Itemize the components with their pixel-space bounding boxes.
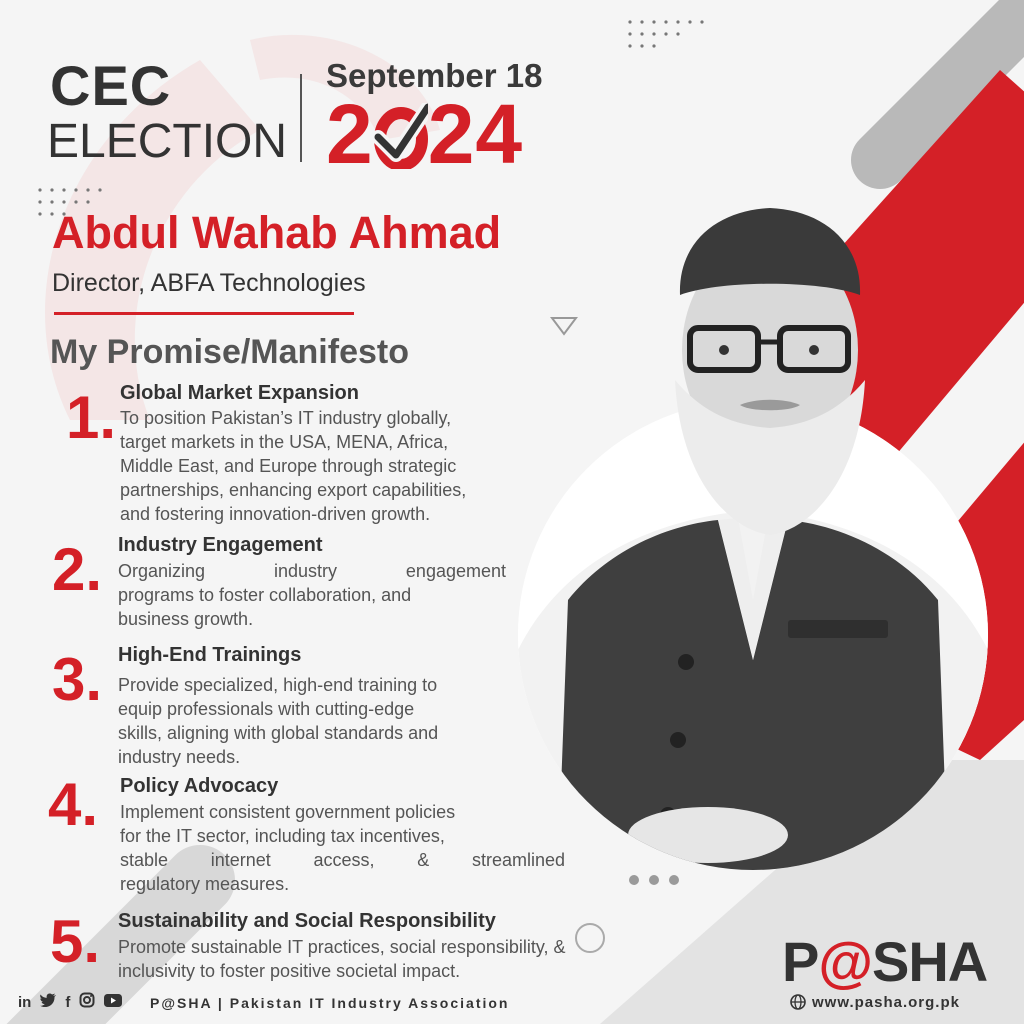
body-line: Provide specialized, high-end training to: [118, 675, 438, 695]
manifesto-item-title: Policy Advocacy: [120, 775, 279, 797]
candidate-head-illustration: [640, 200, 900, 540]
body-line: inclusivity to foster positive societal impact.: [118, 961, 461, 981]
website-link[interactable]: www.pasha.org.pk: [812, 994, 960, 1011]
dot-pattern-top-right: [628, 20, 703, 47]
body-line: for the IT sector, including tax incentives,: [120, 826, 445, 846]
manifesto-item-body: [120, 406, 565, 526]
carousel-dot: [629, 875, 639, 885]
election-year: [326, 87, 524, 181]
footer-organization: P@SHA | Pakistan IT Industry Association: [150, 995, 510, 1011]
manifesto-number-2: 2.: [52, 536, 103, 603]
body-line: Implement consistent government policies: [120, 802, 456, 822]
candidate-role: Director, ABFA Technologies: [52, 269, 366, 297]
body-line: To position Pakistan’s IT industry globally,: [120, 408, 452, 428]
triangle-outline-icon: [552, 318, 576, 334]
body-line: business growth.: [118, 609, 254, 629]
manifesto-number-4: 4.: [48, 771, 99, 838]
manifesto-number-3: 3.: [52, 646, 103, 713]
manifesto-number-5: 5.: [50, 908, 101, 975]
pasha-logo: [782, 932, 987, 992]
facebook-icon[interactable]: f: [65, 993, 71, 1011]
logo-part: @: [818, 930, 872, 993]
logo-part: SHA: [871, 930, 988, 993]
manifesto-item-body: [118, 673, 518, 769]
election-date: September 18: [326, 57, 543, 94]
manifesto-item-title: High-End Trainings: [118, 644, 302, 666]
manifesto-item-body: [120, 800, 565, 896]
twitter-icon[interactable]: [40, 993, 56, 1012]
body-line: Promote sustainable IT practices, social responsibility, &: [118, 937, 566, 957]
body-line: Middle East, and Europe through strategic: [120, 456, 457, 476]
youtube-icon[interactable]: [104, 994, 122, 1012]
manifesto-title: My Promise/Manifesto: [50, 333, 409, 371]
carousel-dot: [669, 875, 679, 885]
manifesto-item-body: [118, 559, 506, 631]
candidate-name: Abdul Wahab Ahmad: [52, 207, 502, 258]
carousel-dot: [649, 875, 659, 885]
body-line: stable internet access, & streamlined: [120, 850, 565, 870]
header-divider: [300, 74, 302, 162]
body-line: equip professionals with cutting-edge: [118, 699, 415, 719]
manifesto-number-1: 1.: [66, 384, 117, 451]
body-line: Organizing industry engagement: [118, 561, 506, 581]
body-line: programs to foster collaboration, and: [118, 585, 412, 605]
globe-icon: [790, 994, 806, 1015]
election-label: ELECTION: [47, 115, 288, 168]
manifesto-item-body: [118, 935, 658, 983]
manifesto-item-title: Industry Engagement: [118, 534, 323, 556]
manifesto-item-title: Global Market Expansion: [120, 382, 359, 404]
body-line: partnerships, enhancing export capabilities,: [120, 480, 467, 500]
body-line: target markets in the USA, MENA, Africa,: [120, 432, 449, 452]
linkedin-icon[interactable]: in: [18, 993, 32, 1011]
logo-part: P: [782, 930, 819, 993]
year-prefix: 2: [326, 87, 374, 181]
body-line: and fostering innovation-driven growth.: [120, 504, 431, 524]
red-underline: [54, 312, 354, 315]
social-icons: [18, 992, 122, 1013]
year-suffix: 24: [427, 87, 524, 181]
cec-label: CEC: [50, 54, 172, 117]
manifesto-item-title: Sustainability and Social Responsibility: [118, 910, 496, 932]
ballot-check-icon: [374, 103, 428, 167]
body-line: skills, aligning with global standards and: [118, 723, 439, 743]
body-line: industry needs.: [118, 747, 241, 767]
body-line: regulatory measures.: [120, 874, 290, 894]
instagram-icon[interactable]: [79, 992, 95, 1013]
